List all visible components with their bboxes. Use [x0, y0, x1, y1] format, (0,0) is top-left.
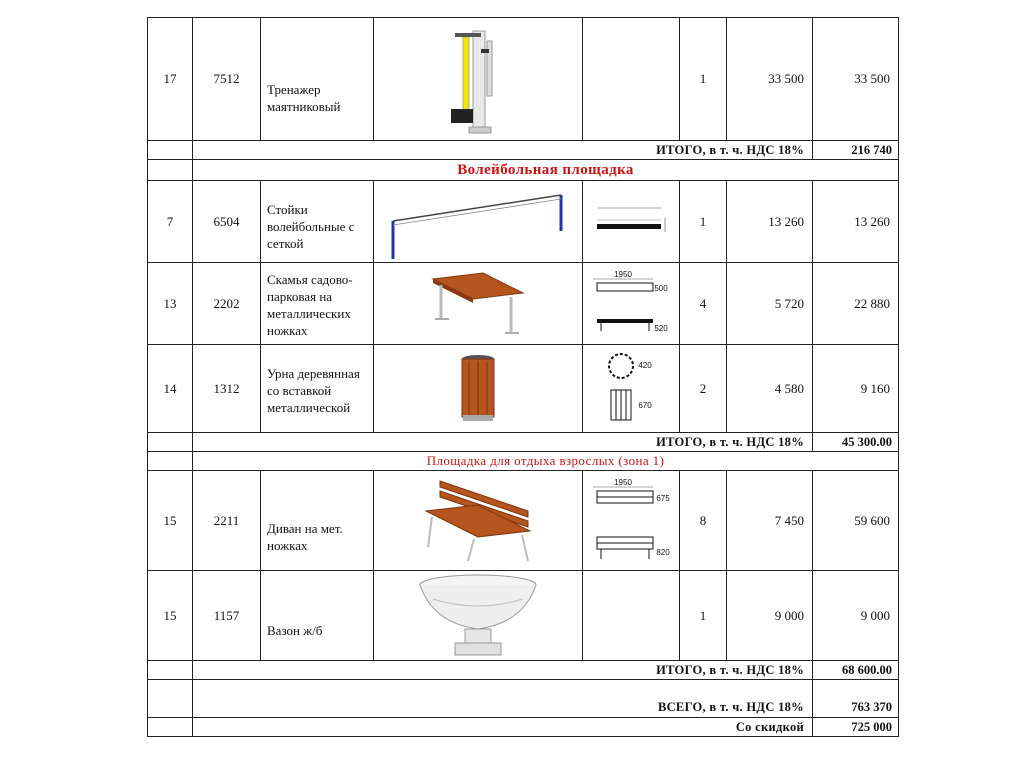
table-row — [148, 18, 899, 141]
item-sum: 9 000 — [813, 571, 899, 661]
item-name-cell — [261, 345, 374, 433]
total-value: 68 600.00 — [813, 661, 899, 680]
row-number: 13 — [148, 263, 193, 345]
total-value: 216 740 — [813, 141, 899, 160]
item-sum: 59 600 — [813, 471, 899, 571]
grand-total-value: 763 370 — [813, 680, 899, 718]
dim-label: 675 — [656, 493, 670, 503]
table-row — [148, 263, 899, 345]
item-code: 2211 — [193, 471, 261, 571]
item-price: 4 580 — [727, 345, 813, 433]
item-name-cell — [261, 471, 374, 571]
item-name-cell — [261, 18, 374, 141]
item-image-cell — [374, 18, 583, 141]
bench-drawing-icon — [589, 267, 673, 341]
park-bench-illustration — [423, 269, 533, 339]
item-price: 13 260 — [727, 181, 813, 263]
item-qty: 1 — [680, 181, 727, 263]
item-sum: 33 500 — [813, 18, 899, 141]
dim-label: 1950 — [614, 269, 632, 279]
table-row — [148, 345, 899, 433]
item-image-cell — [374, 345, 583, 433]
item-price: 33 500 — [727, 18, 813, 141]
price-table — [147, 17, 899, 737]
drawing-cell — [583, 345, 680, 433]
row-number: 7 — [148, 181, 193, 263]
item-name: Стойки волейбольные с сеткой — [267, 202, 355, 251]
net-drawing-icon — [591, 202, 671, 242]
drawing-cell — [583, 263, 680, 345]
drawing-cell — [583, 18, 680, 141]
drawing-cell — [583, 571, 680, 661]
row-number: 15 — [148, 571, 193, 661]
item-image-cell — [374, 571, 583, 661]
bin-drawing-icon — [601, 350, 661, 428]
item-qty: 1 — [680, 571, 727, 661]
total-row — [148, 141, 899, 160]
sofa-bench-illustration — [418, 477, 538, 565]
item-qty: 8 — [680, 471, 727, 571]
item-image-cell — [374, 471, 583, 571]
item-sum: 22 880 — [813, 263, 899, 345]
item-code: 7512 — [193, 18, 261, 141]
grand-total-label: ВСЕГО, в т. ч. НДС 18% — [193, 680, 813, 718]
item-sum: 9 160 — [813, 345, 899, 433]
item-qty: 2 — [680, 345, 727, 433]
item-name: Вазон ж/б — [267, 623, 323, 638]
dim-label: 670 — [638, 400, 652, 410]
concrete-vase-illustration — [413, 573, 543, 659]
table-row — [148, 571, 899, 661]
item-qty: 1 — [680, 18, 727, 141]
section-row — [148, 160, 899, 181]
item-code: 6504 — [193, 181, 261, 263]
item-qty: 4 — [680, 263, 727, 345]
wooden-bin-illustration — [453, 351, 503, 427]
total-row — [148, 433, 899, 452]
item-name: Урна деревянная со вставкой металлической — [267, 366, 360, 415]
row-number: 17 — [148, 18, 193, 141]
item-name: Диван на мет. ножках — [267, 520, 343, 553]
total-label: ИТОГО, в т. ч. НДС 18% — [193, 433, 813, 452]
discount-row — [148, 718, 899, 737]
dim-label: 500 — [654, 283, 668, 293]
item-name: Скамья садово-парковая на металлических ножках — [267, 271, 353, 338]
grand-total-row — [148, 680, 899, 718]
item-name-cell — [261, 263, 374, 345]
total-value: 45 300.00 — [813, 433, 899, 452]
sofa-drawing-icon — [589, 475, 673, 567]
item-name-cell — [261, 571, 374, 661]
total-label: ИТОГО, в т. ч. НДС 18% — [193, 661, 813, 680]
item-price: 9 000 — [727, 571, 813, 661]
item-code: 2202 — [193, 263, 261, 345]
discount-value: 725 000 — [813, 718, 899, 737]
item-sum: 13 260 — [813, 181, 899, 263]
total-label: ИТОГО, в т. ч. НДС 18% — [193, 141, 813, 160]
section-title: Площадка для отдыха взрослых (зона 1) — [193, 452, 899, 471]
dim-label: 520 — [654, 323, 668, 333]
dim-label: 420 — [638, 360, 652, 370]
pendulum-trainer-illustration — [433, 23, 523, 135]
row-number: 14 — [148, 345, 193, 433]
table-row — [148, 471, 899, 571]
volleyball-net-illustration — [383, 183, 573, 261]
item-name-cell — [261, 181, 374, 263]
item-price: 5 720 — [727, 263, 813, 345]
item-image-cell — [374, 181, 583, 263]
row-number: 15 — [148, 471, 193, 571]
item-code: 1312 — [193, 345, 261, 433]
section-row — [148, 452, 899, 471]
dim-label: 820 — [656, 547, 670, 557]
item-price: 7 450 — [727, 471, 813, 571]
table-row — [148, 181, 899, 263]
section-title: Волейбольная площадка — [193, 160, 899, 181]
item-image-cell — [374, 263, 583, 345]
item-code: 1157 — [193, 571, 261, 661]
dim-label: 1950 — [614, 477, 632, 487]
drawing-cell — [583, 181, 680, 263]
drawing-cell — [583, 471, 680, 571]
item-name: Тренажер маятниковый — [267, 82, 341, 114]
discount-label: Со скидкой — [193, 718, 813, 737]
total-row — [148, 661, 899, 680]
